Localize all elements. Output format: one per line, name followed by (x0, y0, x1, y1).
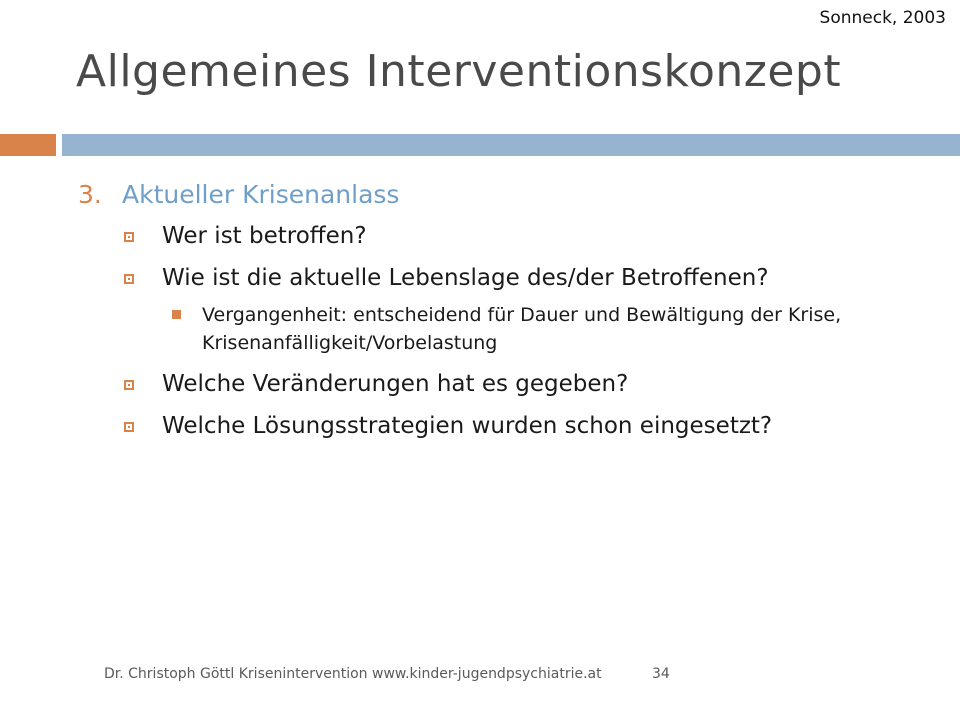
bullet-text: Wie ist die aktuelle Lebenslage des/der Betroffenen? (162, 265, 769, 291)
section-heading (78, 180, 938, 209)
square-bullet-icon (124, 422, 134, 432)
page-number: 34 (652, 666, 670, 682)
bullet-item (78, 223, 938, 249)
bullet-item (78, 371, 938, 397)
bullet-item (78, 413, 938, 439)
slide-content (78, 180, 938, 455)
sub-bullet-item (78, 301, 938, 357)
square-bullet-icon (124, 274, 134, 284)
accent-bar-orange (0, 134, 56, 156)
footer-text: Dr. Christoph Göttl Krisenintervention www.kinder-jugendpsychiatrie.at (104, 666, 602, 682)
bullet-item (78, 265, 938, 291)
section-number: 3. (78, 180, 102, 209)
citation: Sonneck, 2003 (819, 8, 946, 28)
square-bullet-icon (124, 232, 134, 242)
filled-square-bullet-icon (172, 310, 181, 319)
slide-title: Allgemeines Interventionskonzept (76, 46, 842, 97)
bullet-text: Wer ist betroffen? (162, 223, 367, 249)
square-bullet-icon (124, 380, 134, 390)
section-heading-text: Aktueller Krisenanlass (122, 180, 400, 209)
bullet-text: Welche Lösungsstrategien wurden schon eingesetzt? (162, 413, 773, 439)
sub-bullet-text: Vergangenheit: entscheidend für Dauer und Bewältigung der Krise, Krisenanfälligkeit/Vorbelastung (202, 304, 842, 354)
bullet-text: Welche Veränderungen hat es gegeben? (162, 371, 629, 397)
accent-bar-blue (62, 134, 960, 156)
